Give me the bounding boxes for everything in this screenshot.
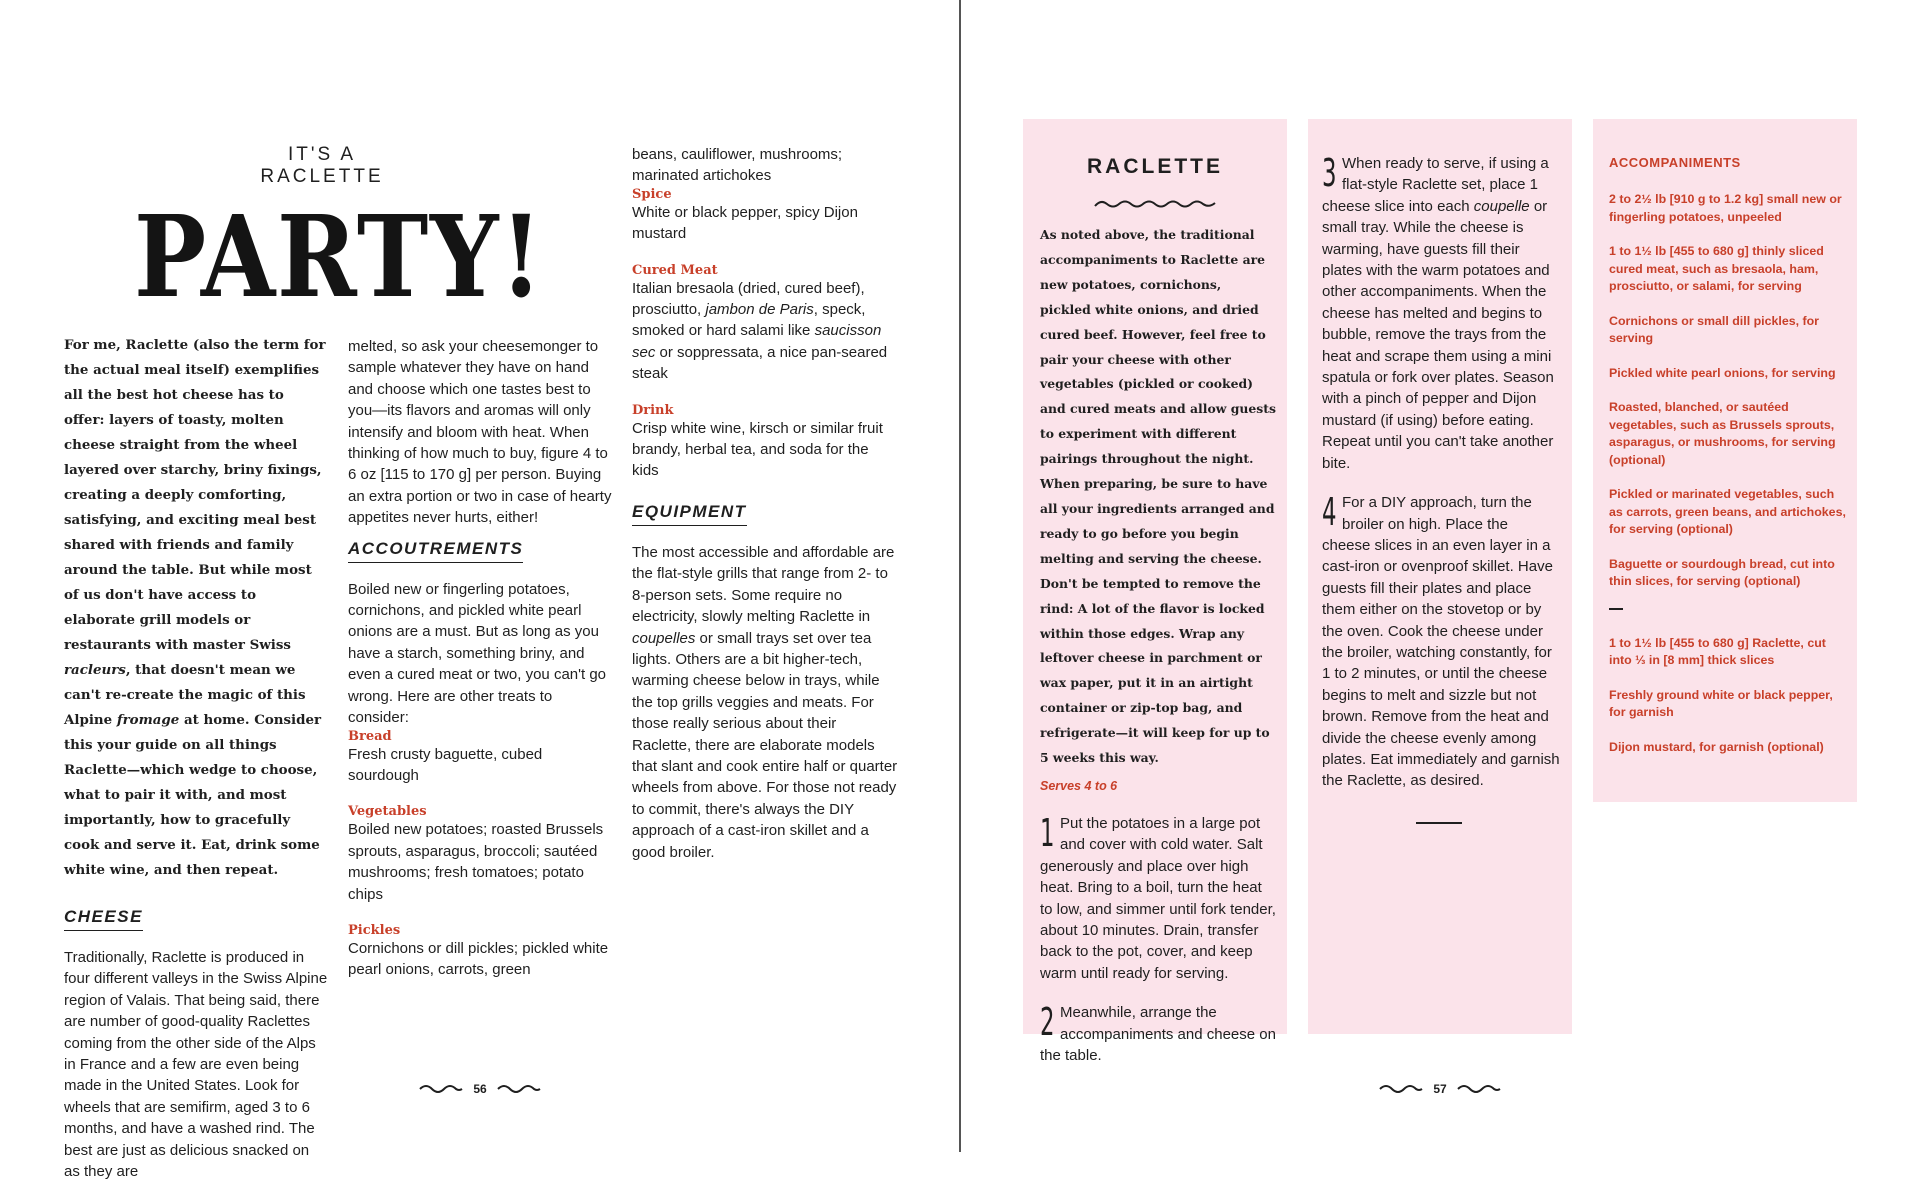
- ingredient-item: 1 to 1½ lb [455 to 680 g] Raclette, cut into ⅓ in [8 mm] thick slices: [1609, 635, 1826, 667]
- party-title-text: PARTY!: [134, 192, 544, 323]
- equipment-paragraph: The most accessible and affordable are the flat-style grills that range from 2- to 8-person sets. Some require no electricity, slowly melting Raclette in coupelles or small trays set over tea lights. Others are a bit higher-tech, warming cheese below in trays, while the top grills veggies and meats. For those really serious about their Raclette, there are elaborate models that slant and cook entire half or quarter wheels from above. For those not ready to commit, there's always the DIY approach of a cast-iron skillet and a good broiler.: [632, 543, 898, 861]
- spice-section: [632, 187, 898, 245]
- accompaniment-item: Baguette or sourdough bread, cut into thin slices, for serving (optional): [1609, 556, 1835, 588]
- title-squiggle-ornament: [1093, 197, 1217, 211]
- recipe-steps-panel: [1308, 119, 1572, 1034]
- pickles-heading: Pickles: [348, 922, 401, 938]
- ingredient-item: Dijon mustard, for garnish (optional): [1609, 739, 1824, 754]
- folio-squiggle-right: [496, 1082, 542, 1096]
- spice-heading: Spice: [632, 186, 672, 202]
- accompaniment-item: Pickled or marinated vegetables, such as carrots, green beans, and artichokes, for serving (optional): [1609, 487, 1846, 536]
- bread-section: [348, 729, 614, 787]
- serves-label: Serves 4 to 6: [1040, 778, 1118, 793]
- equipment-heading: EQUIPMENT: [632, 502, 747, 526]
- page-number-left: 56: [473, 1082, 487, 1096]
- step-2-number: 2: [1040, 1000, 1055, 1045]
- bread-heading: Bread: [348, 728, 392, 744]
- accompaniment-item: Roasted, blanched, or sautéed vegetables, such as Brussels sprouts, asparagus, or mushrooms, for serving (optional): [1609, 400, 1836, 467]
- cured-meat-text: Italian bresaola (dried, cured beef), prosciutto, jambon de Paris, speck, smoked or hard salami like saucisson sec or soppressata, a nice pan-seared steak: [632, 279, 888, 383]
- vegetables-heading: Vegetables: [348, 804, 427, 820]
- cured-meat-section: [632, 263, 898, 385]
- drink-heading: Drink: [632, 402, 674, 418]
- cheese-paragraph: Traditionally, Raclette is produced in four different valleys in the Swiss Alpine region of Valais. That being said, there are number of good-quality Raclettes coming from the other side of the Alps in France and a few are even being made in the United States. Look for wheels that are semifirm, aged 3 to 6 months, and have a washed rind. The best are just as delicious snacked on as they are: [64, 949, 328, 1181]
- page-number-right: 57: [1433, 1082, 1447, 1096]
- step-1-number: 1: [1040, 810, 1055, 855]
- left-column-1: [64, 333, 328, 1182]
- drink-text: Crisp white wine, kirsch or similar fruit brandy, herbal tea, and soda for the kids: [632, 419, 883, 480]
- drink-section: [632, 403, 898, 482]
- accompaniment-item: Cornichons or small dill pickles, for serving: [1609, 313, 1819, 345]
- vegetables-text: Boiled new potatoes; roasted Brussels sprouts, asparagus, broccoli; sautéed mushrooms; fresh tomatoes; potato chips: [348, 821, 604, 903]
- cheese-paragraph-continued: melted, so ask your cheesemonger to sample whatever they have on hand and choose which one tastes best to you—its flavors and aromas will only intensify and bloom with heat. When thinking of how much to buy, figure 4 to 6 oz [115 to 170 g] per person. Buying an extra portion or two in case of hearty appetites never hurts, either!: [348, 338, 612, 527]
- left-column-2: [348, 336, 614, 999]
- step-4: [1322, 492, 1560, 792]
- spice-text: White or black pepper, spicy Dijon mustard: [632, 203, 858, 243]
- step-4-text: For a DIY approach, turn the broiler on high. Place the cheese slices in an even layer in a cast-iron or ovenproof skillet. Have guests fill their plates and place them either on the stovetop or by the oven. Cook the cheese under the broiler, watching constantly, for 1 to 2 minutes, or until the cheese begins to melt and sizzle but not brown. Remove from the heat and divide the cheese evenly among plates. Eat immediately and garnish the Raclette, as desired.: [1322, 494, 1560, 790]
- article-kicker: IT'S A RACLETTE: [260, 144, 384, 187]
- page-gutter-divider: [959, 0, 961, 1152]
- folio-squiggle-left: [1378, 1082, 1424, 1096]
- left-column-3: [632, 144, 898, 863]
- cured-meat-heading: Cured Meat: [632, 262, 718, 278]
- step-1-text: Put the potatoes in a large pot and cover with cold water. Salt generously and place over high heat. Bring to a boil, turn the heat to low, and simmer until fork tender, about 10 minutes. Drain, transfer back to the pot, cover, and keep warm until ready for serving.: [1040, 814, 1276, 982]
- step-3-number: 3: [1322, 151, 1337, 195]
- ingredient-item: Freshly ground white or black pepper, for garnish: [1609, 687, 1833, 719]
- steps-end-rule: [1416, 822, 1462, 824]
- folio-squiggle-left: [418, 1082, 464, 1096]
- recipe-intro-text: As noted above, the traditional accompaniments to Raclette are new potatoes, cornichons, pickled white onions, and dried cured beef. However, feel free to pair your cheese with other vegetables (pickled or cooked) and cured meats and allow guests to experiment with different pairings throughout the night. When preparing, be sure to have all your ingredients arranged and ready to go before you begin melting and serving the cheese. Don't be tempted to remove the rind: A lot of the flavor is locked within those edges. Wrap any leftover cheese in parchment or wax paper, put it in an airtight container or zip-top bag, and refrigerate—it will keep for up to 5 weeks this way.: [1040, 227, 1276, 766]
- cheese-heading: CHEESE: [64, 907, 143, 931]
- step-4-number: 4: [1322, 490, 1337, 535]
- accompaniments-heading: ACCOMPANIMENTS: [1609, 155, 1741, 170]
- bread-text: Fresh crusty baguette, cubed sourdough: [348, 745, 543, 784]
- accoutrements-paragraph: Boiled new or fingerling potatoes, cornichons, and pickled white pearl onions are a must. But as long as you have a starch, something briny, and even a cured meat or two, you can't go wrong. Here are other treats to consider:: [348, 580, 607, 727]
- accompaniment-item: 1 to 1½ lb [455 to 680 g] thinly sliced cured meat, such as bresaola, ham, prosciutto, or salami, for serving: [1609, 244, 1824, 293]
- accoutrements-heading: ACCOUTREMENTS: [348, 539, 523, 563]
- accompaniments-panel: [1593, 119, 1857, 802]
- ingredient-divider: [1609, 608, 1623, 610]
- pickles-text: Cornichons or dill pickles; pickled white pearl onions, carrots, green: [348, 939, 609, 979]
- party-title: [130, 168, 550, 323]
- accompaniment-item: 2 to 2½ lb [910 g to 1.2 kg] small new or fingerling potatoes, unpeeled: [1609, 192, 1842, 224]
- step-2: [1040, 1002, 1276, 1066]
- intro-paragraph: For me, Raclette (also the term for the actual meal itself) exemplifies all the best hot cheese has to offer: layers of toasty, molten cheese straight from the wheel layered over starchy, briny fixings, creating a deeply comforting, satisfying, and exciting meal best shared with friends and family around the table. But while most of us don't have access to elaborate grill models or restaurants with master Swiss racleurs, that doesn't mean we can't re-create the magic of this Alpine fromage at home. Consider this your guide on all things Raclette—which wedge to choose, what to pair it with, and most importantly, how to gracefully cook and serve it. Eat, drink some white wine, and then repeat.: [64, 337, 326, 878]
- recipe-intro-panel: [1023, 119, 1287, 1064]
- vegetables-section: [348, 804, 614, 905]
- pickles-text-continued: beans, cauliflower, mushrooms; marinated artichokes: [632, 146, 843, 185]
- accompaniment-item: Pickled white pearl onions, for serving: [1609, 365, 1836, 380]
- step-2-text: Meanwhile, arrange the accompaniments and cheese on the table.: [1040, 1004, 1276, 1064]
- step-3: 3 When ready to serve, if using a flat-style Raclette set, place 1 cheese slice into each coupelle or small tray. While the cheese is warming, have guests fill their plates with the warm potatoes and other accompaniments. When the cheese has melted and begins to bubble, remove the trays from the heat and scrape them using a mini spatula or fork over plates. Season with a pinch of pepper and Dijon mustard (if using) before eating. Repeat until you can't take another bite.: [1322, 151, 1554, 472]
- pickles-section: [348, 923, 614, 981]
- step-1: [1040, 810, 1276, 984]
- recipe-title: RACLETTE: [1087, 155, 1223, 178]
- folio-squiggle-right: [1456, 1082, 1502, 1096]
